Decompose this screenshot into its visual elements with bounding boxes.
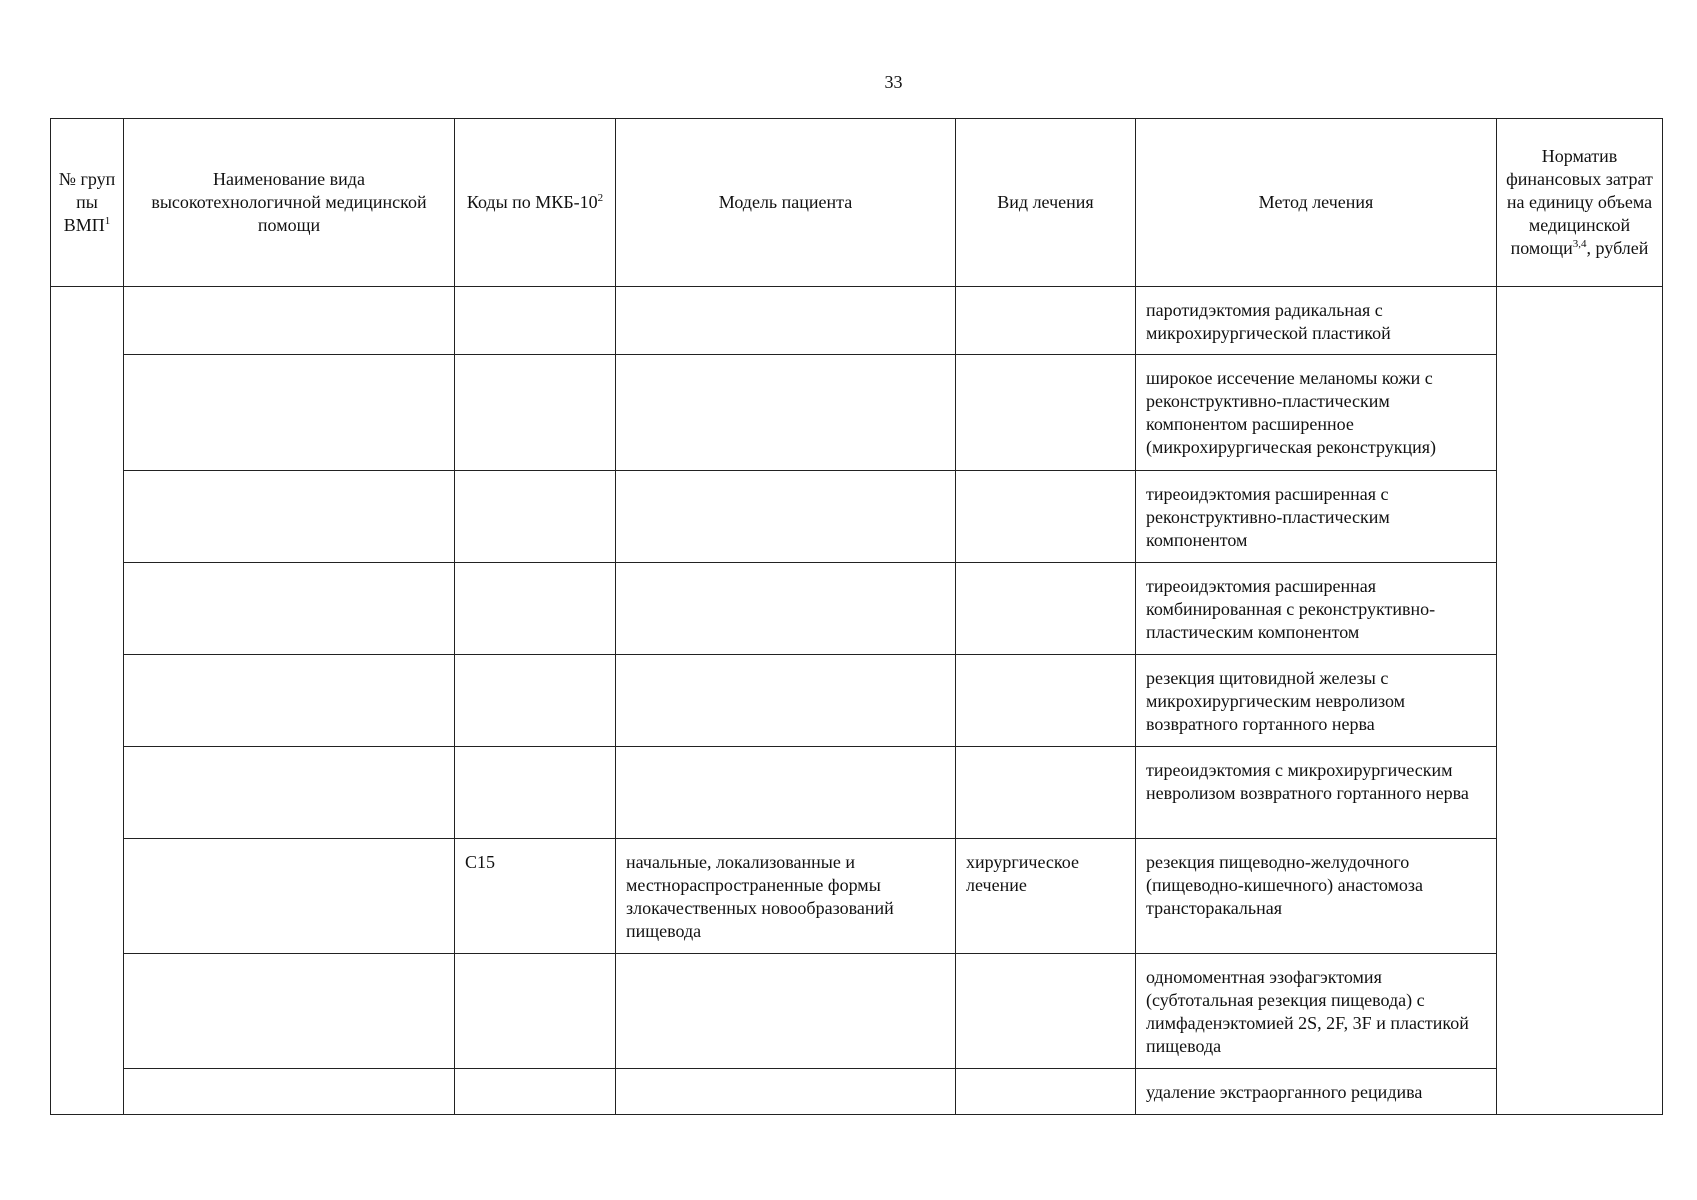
vmp-name-cell (124, 655, 455, 747)
table-row (51, 839, 1663, 954)
icd-code-cell (455, 471, 616, 563)
treatment-method-cell: тиреоидэктомия расширенная комбинированная с реконструктивно-пластическим компонентом (1136, 563, 1497, 655)
vmp-name-cell (124, 747, 455, 839)
treatment-type-cell (956, 1069, 1136, 1115)
patient-model-cell (616, 655, 956, 747)
icd-code-cell (455, 747, 616, 839)
table-row (51, 655, 1663, 747)
patient-model-cell (616, 287, 956, 355)
icd-code-cell (455, 954, 616, 1069)
treatment-method-cell: тиреоидэктомия расширенная с реконструктивно-пластическим компонентом (1136, 471, 1497, 563)
patient-model-cell (616, 1069, 956, 1115)
vmp-name-cell (124, 839, 455, 954)
patient-model-cell (616, 563, 956, 655)
treatment-type-cell: хирургическое лечение (956, 839, 1136, 954)
patient-model-cell (616, 954, 956, 1069)
table-row (51, 563, 1663, 655)
treatment-type-cell (956, 355, 1136, 471)
header-treatment-type: Вид лечения (956, 119, 1136, 287)
icd-code-cell (455, 355, 616, 471)
treatment-method-cell: паротидэктомия радикальная с микрохирургической пластикой (1136, 287, 1497, 355)
header-patient-model: Модель пациента (616, 119, 956, 287)
treatment-type-cell (956, 954, 1136, 1069)
icd-code-cell (455, 563, 616, 655)
icd-code-cell (455, 287, 616, 355)
vmp-table (50, 118, 1663, 1115)
header-row (51, 119, 1663, 287)
table-row (51, 954, 1663, 1069)
table-row (51, 355, 1663, 471)
treatment-type-cell (956, 747, 1136, 839)
table-row (51, 747, 1663, 839)
vmp-name-cell (124, 563, 455, 655)
treatment-method-cell: резекция щитовидной железы с микрохирургическим невролизом возвратного гортанного нерва (1136, 655, 1497, 747)
table-row (51, 1069, 1663, 1115)
cost-norm-cell (1497, 287, 1663, 1115)
patient-model-cell: начальные, локализованные и местнораспространенные формы злокачественных новообразований пищевода (616, 839, 956, 954)
treatment-method-cell: резекция пищеводно-желудочного (пищеводно-кишечного) анастомоза трансторакальная (1136, 839, 1497, 954)
treatment-type-cell (956, 471, 1136, 563)
vmp-name-cell (124, 1069, 455, 1115)
page-number: 33 (884, 72, 903, 92)
patient-model-cell (616, 355, 956, 471)
treatment-type-cell (956, 563, 1136, 655)
treatment-method-cell: широкое иссечение меланомы кожи с реконструктивно-пластическим компонентом расширенное (микрохирургическая реконструкция) (1136, 355, 1497, 471)
vmp-name-cell (124, 355, 455, 471)
treatment-method-cell: тиреоидэктомия с микрохирургическим невролизом возвратного гортанного нерва (1136, 747, 1497, 839)
treatment-method-cell: одномоментная эзофагэктомия (субтотальная резекция пищевода) с лимфаденэктомией 2S, 2F, 3F и пластикой пищевода (1136, 954, 1497, 1069)
icd-code-cell (455, 1069, 616, 1115)
vmp-name-cell (124, 471, 455, 563)
icd-code-cell (455, 655, 616, 747)
treatment-method-cell: удаление экстраорганного рецидива (1136, 1069, 1497, 1115)
patient-model-cell (616, 747, 956, 839)
header-vmp-name: Наименование вида высокотехнологичной медицинской помощи (124, 119, 455, 287)
icd-code-cell: C15 (455, 839, 616, 954)
header-treatment-method: Метод лечения (1136, 119, 1497, 287)
group-number-cell (51, 287, 124, 1115)
patient-model-cell (616, 471, 956, 563)
header-cost-norm: Норматив финансовых затрат на единицу объема медицинской помощи$^{3,4}$, рублей (1497, 119, 1663, 287)
vmp-name-cell (124, 954, 455, 1069)
table-row (51, 287, 1663, 355)
vmp-name-cell (124, 287, 455, 355)
treatment-type-cell (956, 655, 1136, 747)
header-group-number: № груп пы ВМП$^1$ (51, 119, 124, 287)
header-icd-codes: Коды по МКБ-$10^2$ (455, 119, 616, 287)
treatment-type-cell (956, 287, 1136, 355)
table-row (51, 471, 1663, 563)
